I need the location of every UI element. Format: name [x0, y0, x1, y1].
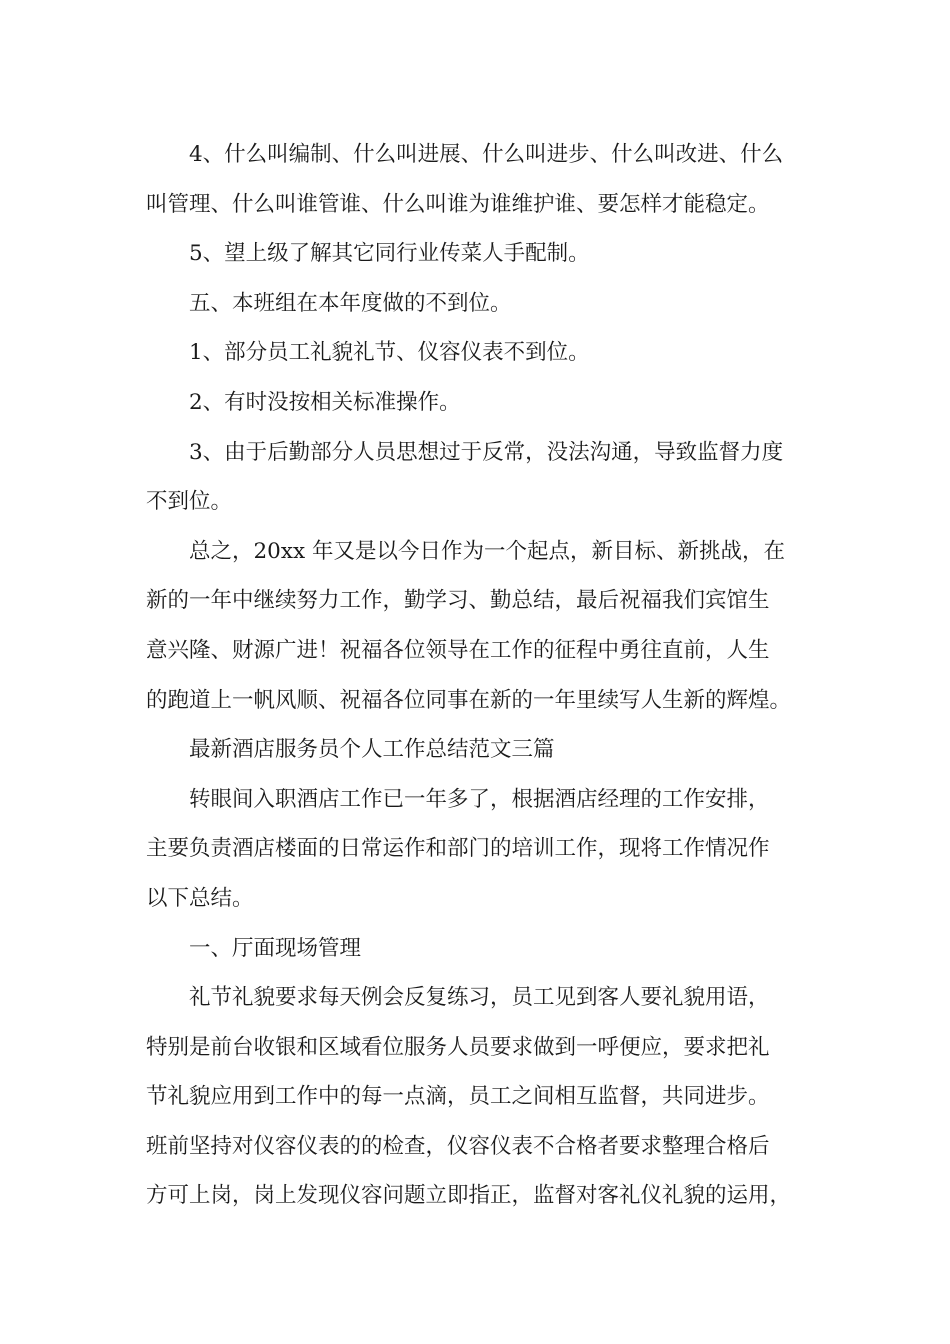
text-line: 五、本班组在本年度做的不到位。: [189, 290, 512, 316]
text-line: 总之，20xx 年又是以今日作为一个起点，新目标、新挑战，在: [189, 538, 785, 564]
text-line: 的跑道上一帆风顺、祝福各位同事在新的一年里续写人生新的辉煌。: [146, 687, 792, 713]
text-line: 班前坚持对仪容仪表的的检查，仪容仪表不合格者要求整理合格后: [146, 1133, 770, 1159]
text-line: 1、部分员工礼貌礼节、仪容仪表不到位。: [189, 340, 590, 366]
text-line: 不到位。: [146, 489, 233, 515]
document-body: [146, 130, 826, 1221]
text-line: 新的一年中继续努力工作，勤学习、勤总结，最后祝福我们宾馆生: [146, 588, 770, 614]
paragraph: [146, 527, 826, 725]
section-heading: [146, 279, 826, 329]
text-line: 5、望上级了解其它同行业传菜人手配制。: [189, 241, 590, 267]
text-line: 意兴隆、财源广进！祝福各位领导在工作的征程中勇往直前，人生: [146, 637, 770, 663]
paragraph: [146, 973, 826, 1221]
paragraph: [146, 428, 826, 527]
section-heading: [146, 924, 826, 974]
text-line: 转眼间入职酒店工作已一年多了，根据酒店经理的工作安排，: [189, 786, 770, 812]
text-line: 叫管理、什么叫谁管谁、什么叫谁为谁维护谁、要怎样才能稳定。: [146, 191, 770, 217]
paragraph: [146, 328, 826, 378]
text-line: 礼节礼貌要求每天例会反复练习，员工见到客人要礼貌用语，: [189, 985, 770, 1011]
paragraph: [146, 130, 826, 229]
text-line: 节礼貌应用到工作中的每一点滴，员工之间相互监督，共同进步。: [146, 1084, 770, 1110]
text-line: 4、什么叫编制、什么叫进展、什么叫进步、什么叫改进、什么: [189, 142, 784, 167]
text-line: 方可上岗，岗上发现仪容问题立即指正，监督对客礼仪礼貌的运用，: [146, 1183, 792, 1209]
text-line: 主要负责酒店楼面的日常运作和部门的培训工作，现将工作情况作: [146, 836, 770, 862]
text-line: 特别是前台收银和区域看位服务人员要求做到一呼便应，要求把礼: [146, 1034, 770, 1060]
text-line: 以下总结。: [146, 885, 254, 911]
text-line: 2、有时没按相关标准操作。: [189, 389, 461, 415]
text-line: 一、厅面现场管理: [189, 935, 362, 961]
text-line: 最新酒店服务员个人工作总结范文三篇: [189, 737, 555, 763]
paragraph: [146, 229, 826, 279]
article-title: [146, 725, 826, 775]
paragraph: [146, 775, 826, 924]
text-line: 3、由于后勤部分人员思想过于反常，没法沟通，导致监督力度: [189, 439, 784, 465]
paragraph: [146, 378, 826, 428]
